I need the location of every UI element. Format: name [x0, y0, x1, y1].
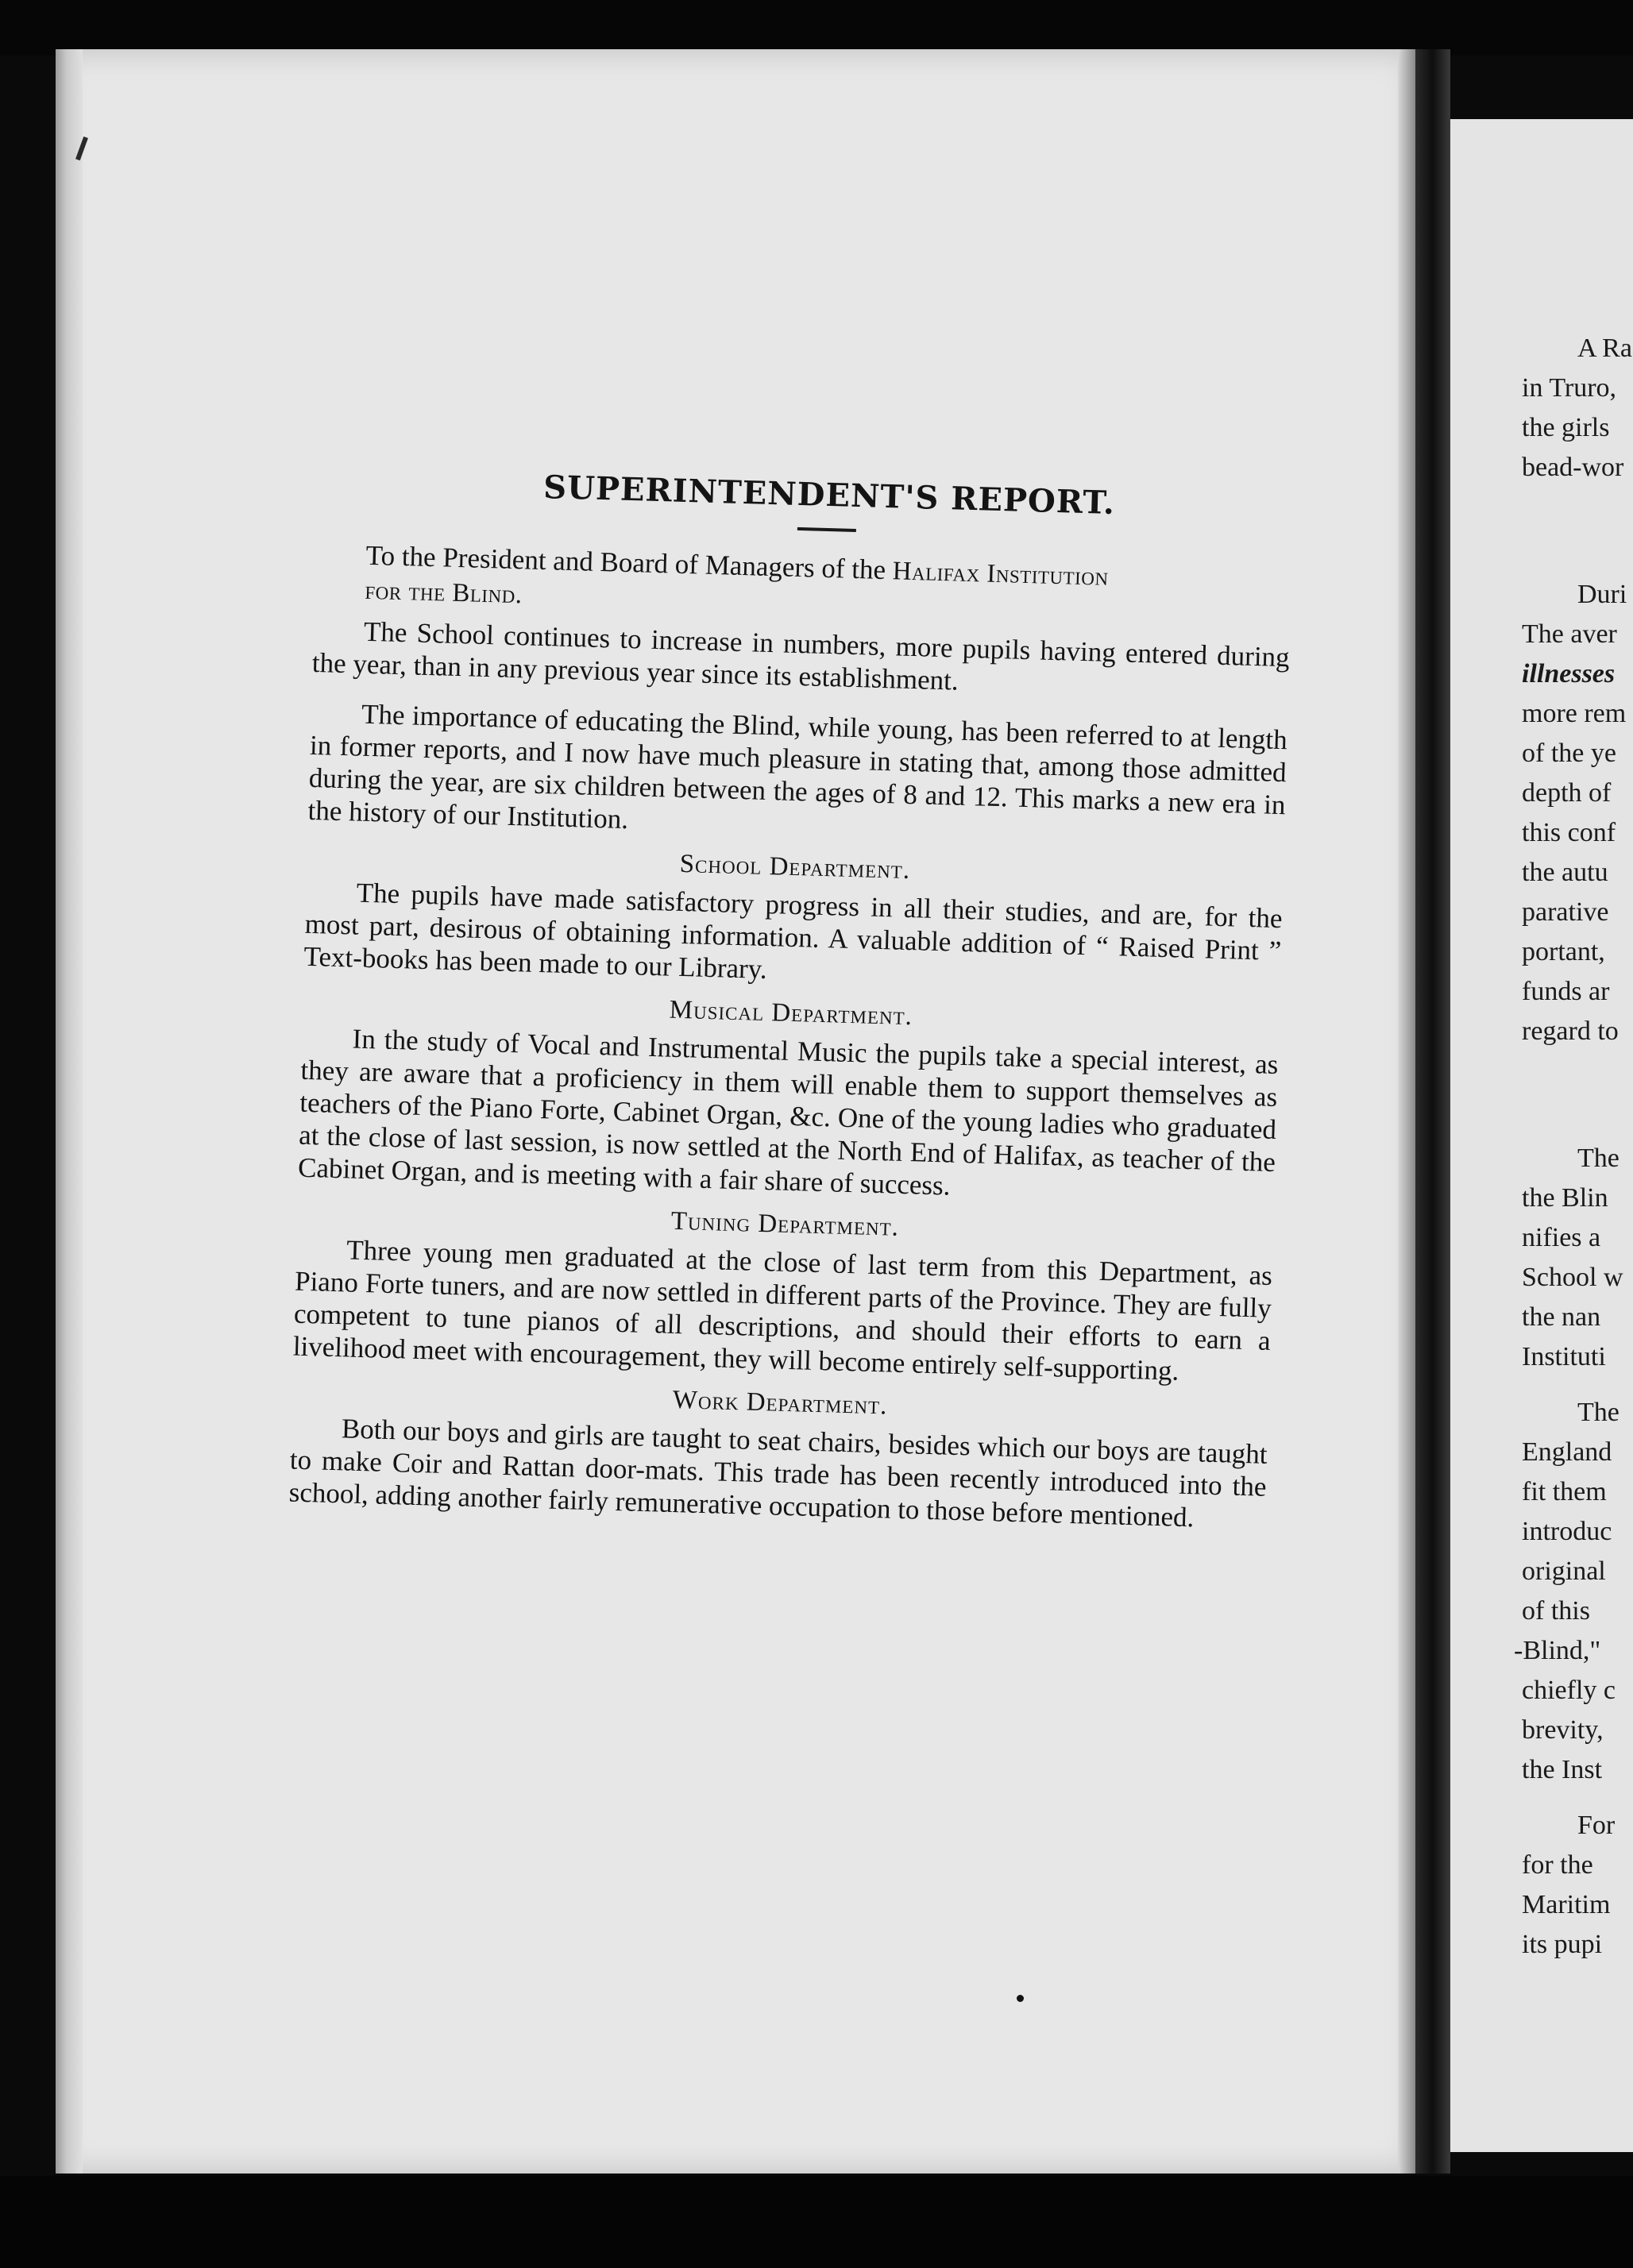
facing-line: Instituti: [1522, 1342, 1606, 1371]
facing-page: [1450, 119, 1633, 2152]
heading-tuning: Tuning Department.: [670, 1206, 900, 1242]
facing-line: its pupi: [1522, 1930, 1603, 1959]
facing-line: the Inst: [1522, 1755, 1603, 1784]
facing-line: of the ye: [1522, 739, 1616, 768]
facing-line: the autu: [1522, 858, 1608, 887]
facing-line: nifies a: [1522, 1223, 1601, 1252]
facing-line: Maritim: [1522, 1890, 1611, 1919]
facing-line: fit them: [1522, 1477, 1607, 1506]
book-gutter: [1415, 49, 1450, 2174]
facing-line: bead-wor: [1522, 453, 1624, 482]
facing-line: England: [1522, 1437, 1612, 1467]
report-title: SUPERINTENDENT'S REPORT.: [542, 468, 1116, 523]
facing-line: School w: [1522, 1263, 1623, 1292]
facing-line: the girls: [1522, 413, 1610, 442]
paragraph-education: The importance of educating the Blind, while young, has been referred to at length in former reports, and I now have much pleasure in stating that, among those admitted during the year, are six children between the ages of 8 and 12. This marks a new era in the history of our Institution.: [307, 698, 1288, 835]
scan-top-border: [0, 0, 1633, 56]
facing-line: -Blind,": [1514, 1636, 1601, 1665]
page-dot: [1017, 1995, 1024, 2002]
facing-line: chiefly c: [1522, 1676, 1616, 1705]
binding-shadow: [56, 49, 83, 2174]
facing-line: brevity,: [1522, 1715, 1604, 1745]
facing-line: for the: [1522, 1850, 1593, 1880]
heading-work: Work Department.: [672, 1385, 888, 1421]
facing-line: of this: [1522, 1596, 1590, 1626]
title-rule: [797, 527, 856, 532]
facing-line: depth of: [1522, 778, 1612, 808]
section-tuning-text: Three young men graduated at the close of last term from this Department, as Piano Forte tuners, and are now settled in different parts of the Province. They are fully competent to tune pianos of all descriptions, and should their efforts to earn a livelihood meet with encouragement, they will become entirely self-supporting.: [292, 1234, 1273, 1387]
facing-line: For: [1577, 1811, 1616, 1840]
facing-line: A Ra: [1577, 334, 1632, 363]
facing-line: The aver: [1522, 619, 1617, 649]
facing-line: portant,: [1522, 937, 1605, 966]
section-musical-text: In the study of Vocal and Instrumental Music the pupils take a special interest, as they are aware that a proficiency in them will enable them to support themselves as teachers of the Piano Forte, Cabinet Organ, &c. One of the young ladies who graduated at the close of last session, is now settled at the North End of Halifax, as teacher of the Cabinet Organ, and is meeting with a fair share of success.: [297, 1023, 1279, 1202]
facing-line: original: [1522, 1556, 1606, 1586]
addressee-institution: Halifax Institution: [892, 557, 1110, 592]
facing-line: in Truro,: [1522, 373, 1617, 403]
facing-line: regard to: [1522, 1016, 1619, 1046]
facing-line: the nan: [1522, 1302, 1601, 1332]
addressee-line2: for the Blind.: [365, 576, 523, 610]
facing-line: more rem: [1522, 699, 1627, 728]
section-school-text: The pupils have made satisfactory progress in all their studies, and are, for the most part, desirous of obtaining information. A valuable addition of “ Raised Print ” Text-books has been made to our Library.: [303, 877, 1283, 986]
facing-line: parative: [1522, 897, 1609, 927]
addressee-prefix: To the President and Board of Managers of the: [365, 539, 894, 586]
facing-line: illnesses: [1522, 659, 1616, 688]
left-page: [56, 49, 1415, 2174]
paragraph-intro: The School continues to increase in numbers, more pupils having entered during the year, than in any previous year since its establishment.: [311, 615, 1291, 696]
facing-line: funds ar: [1522, 977, 1610, 1006]
heading-musical: Musical Department.: [669, 995, 913, 1032]
report-content: [288, 462, 1294, 1536]
section-work-text: Both our boys and girls are taught to seat chairs, besides which our boys are taught to make Coir and Rattan door-mats. This trade has been recently introduced into the school, adding another fairly remunerative occupation to those before mentioned.: [288, 1413, 1268, 1533]
facing-line: introduc: [1522, 1517, 1612, 1546]
facing-line: The: [1577, 1144, 1619, 1173]
facing-line: The: [1577, 1398, 1619, 1427]
facing-line: Duri: [1577, 580, 1627, 609]
facing-line: this conf: [1522, 818, 1616, 847]
page-edge-shadow: [1398, 49, 1415, 2174]
heading-school: School Department.: [679, 849, 911, 885]
scan-bottom-border: [0, 2176, 1633, 2268]
facing-line: the Blin: [1522, 1183, 1608, 1213]
